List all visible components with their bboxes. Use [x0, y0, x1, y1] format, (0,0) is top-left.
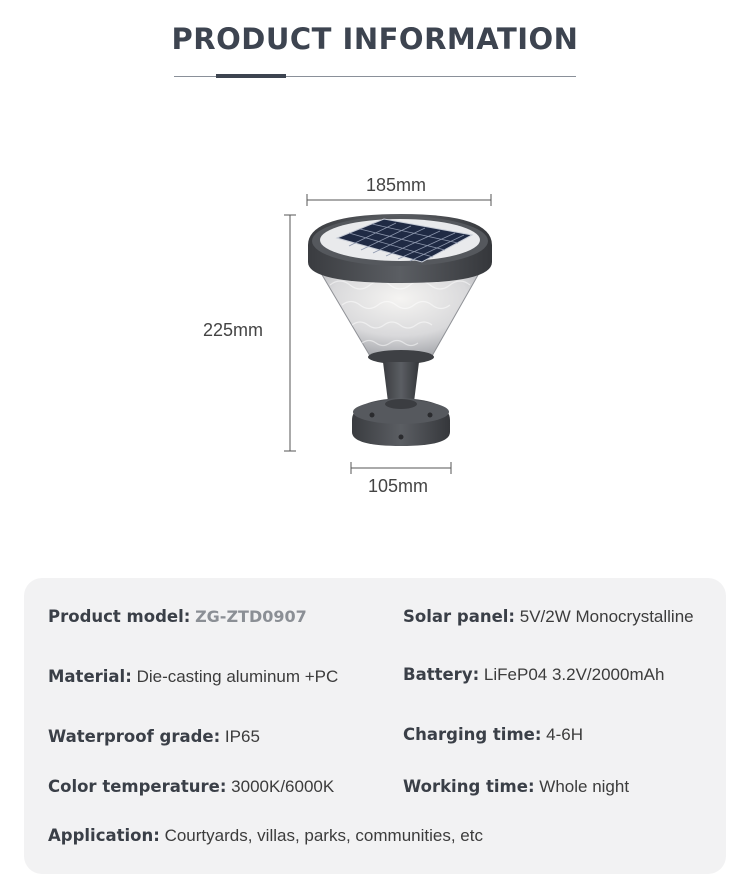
- spec-value: ZG-ZTD0907: [195, 607, 307, 626]
- spec-value: Die-casting aluminum +PC: [136, 667, 339, 686]
- spec-card: [24, 578, 726, 874]
- spec-solar-panel: [403, 607, 694, 627]
- spec-value: 5V/2W Monocrystalline: [519, 607, 694, 626]
- spec-label: Charging time:: [403, 725, 542, 744]
- spec-value: 3000K/6000K: [231, 777, 335, 796]
- dimension-height-line: [284, 215, 296, 451]
- spec-value: 4-6H: [546, 725, 584, 744]
- spec-value: LiFeP04 3.2V/2000mAh: [483, 665, 665, 684]
- spec-label: Material:: [48, 667, 132, 686]
- spec-label: Waterproof grade:: [48, 727, 221, 746]
- spec-working-time: [403, 777, 629, 797]
- spec-material: [48, 667, 338, 687]
- spec-charging-time: [403, 725, 583, 745]
- spec-waterproof: [48, 727, 260, 747]
- spec-value: IP65: [224, 727, 260, 746]
- spec-color-temperature: [48, 777, 334, 797]
- dimension-base-line: [351, 462, 451, 474]
- dimension-height-label: 225mm: [203, 320, 264, 340]
- dimension-top-label: 185mm: [366, 175, 427, 195]
- dimension-base-label: 105mm: [368, 476, 429, 496]
- solar-lamp-illustration: [308, 214, 492, 446]
- spec-label: Application:: [48, 826, 160, 845]
- spec-label: Battery:: [403, 665, 480, 684]
- spec-label: Color temperature:: [48, 777, 227, 796]
- page-title: PRODUCT INFORMATION: [171, 22, 579, 56]
- spec-label: Product model:: [48, 607, 191, 626]
- spec-value: Whole night: [539, 777, 630, 796]
- spec-product-model: [48, 607, 307, 627]
- spec-battery: [403, 665, 664, 685]
- spec-label: Solar panel:: [403, 607, 516, 626]
- spec-application: [48, 826, 483, 846]
- spec-label: Working time:: [403, 777, 535, 796]
- spec-value: Courtyards, villas, parks, communities, etc: [164, 826, 483, 845]
